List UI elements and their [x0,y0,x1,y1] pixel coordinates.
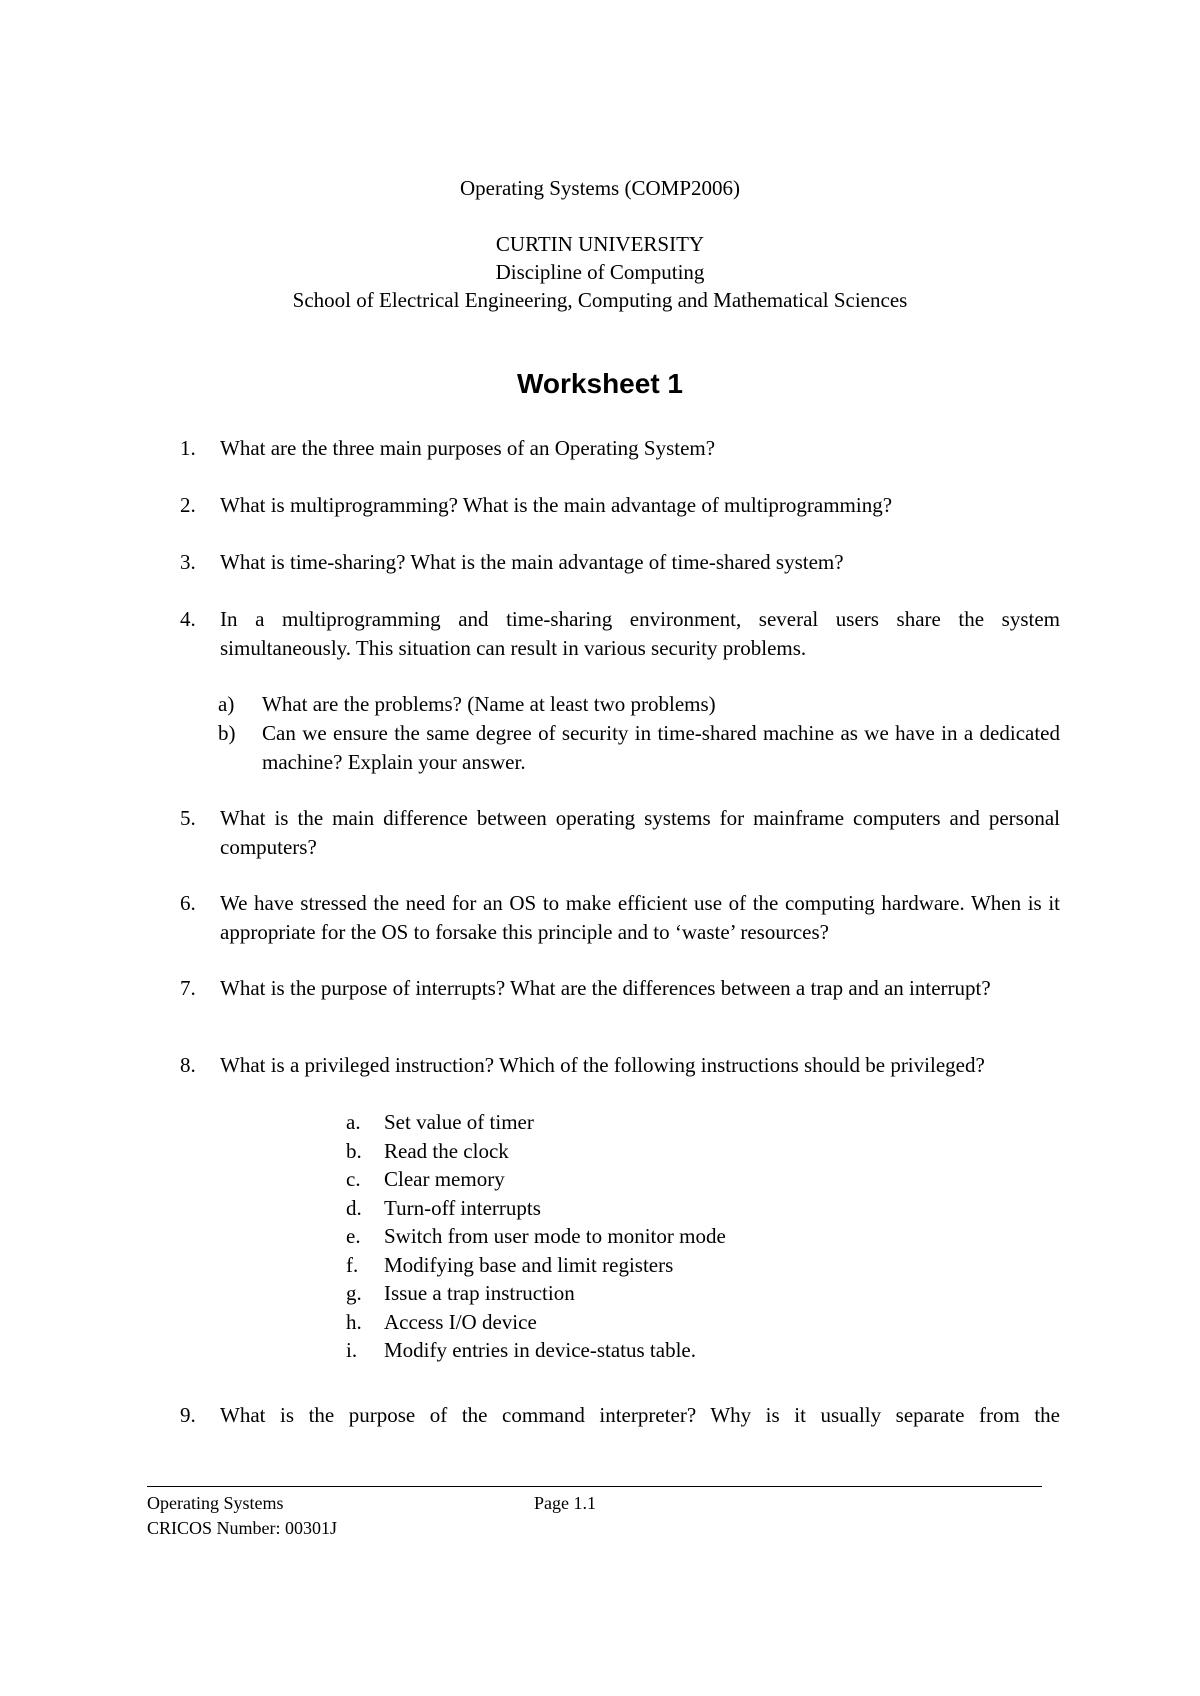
question-number: 5. [180,806,196,830]
question-number: 4. [180,607,196,631]
option-text: Read the clock [384,1138,509,1163]
option-item [346,1222,1046,1251]
option-text: Modify entries in device-status table. [384,1338,696,1362]
option-text: Modifying base and limit registers [384,1252,674,1277]
question-4-subitem-b [218,719,1060,776]
question-number: 8. [180,1053,196,1077]
question-text: What is a privileged instruction? Which of the following instructions should be privileged? [220,1053,985,1077]
footer-course: Operating Systems [147,1493,284,1513]
question-1 [180,434,1060,463]
question-3 [180,548,1060,577]
subitem-label: a) [218,692,235,716]
question-2 [180,491,1060,520]
option-label: c. [346,1167,361,1191]
option-label: a. [346,1110,361,1134]
option-item [346,1251,1046,1280]
option-label: i. [346,1338,358,1362]
subitem-text: What are the problems? (Name at least two problems) [262,692,716,716]
option-item [346,1308,1046,1337]
question-text: What are the three main purposes of an Operating System? [220,436,716,460]
option-text: Issue a trap instruction [384,1281,575,1305]
footer-cricos: CRICOS Number: 00301J [147,1518,338,1538]
question-8 [180,1051,1060,1080]
question-text: In a multiprogramming and time-sharing environment, several users share the system simultaneously. This situation can result in various security problems. [220,607,1060,660]
course-title: Operating Systems (COMP2006) [460,176,740,200]
question-number: 6. [180,891,196,915]
worksheet-title: Worksheet 1 [517,368,683,399]
footer-divider [147,1486,1042,1487]
option-item [346,1137,1046,1166]
school-name: School of Electrical Engineering, Computing and Mathematical Sciences [292,288,908,312]
option-text: Switch from user mode to monitor mode [384,1224,726,1248]
question-4-subitem-a [218,690,1060,719]
option-text: Turn-off interrupts [384,1195,541,1220]
question-7 [180,974,1060,1003]
option-text: Access I/O device [384,1309,537,1334]
question-number: 3. [180,550,196,574]
question-text: What is the main difference between operating systems for mainframe computers and personal computers? [220,806,1060,859]
question-number: 7. [180,976,196,1000]
option-label: h. [346,1309,362,1334]
option-item [346,1279,1046,1308]
option-text: Set value of timer [384,1110,534,1134]
question-number: 9. [180,1403,196,1427]
option-label: b. [346,1138,362,1163]
question-9 [180,1401,1060,1430]
option-item [346,1108,1046,1137]
subitem-text: Can we ensure the same degree of security in time-shared machine as we have in a dedicated machine? Explain your answer. [262,721,1060,774]
option-text: Clear memory [384,1167,505,1191]
option-item [346,1165,1046,1194]
question-number: 2. [180,493,196,517]
question-number: 1. [180,436,196,460]
option-label: f. [346,1252,359,1277]
option-label: g. [346,1281,362,1305]
question-text: What is the purpose of interrupts? What are the differences between a trap and an interrupt? [220,976,991,1000]
question-text: What is time-sharing? What is the main advantage of time-shared system? [220,550,844,574]
university-name: CURTIN UNIVERSITY [495,232,705,256]
question-text: What is the purpose of the command interpreter? Why is it usually separate from the [220,1403,1060,1427]
question-text: We have stressed the need for an OS to make efficient use of the computing hardware. When is it appropriate for the OS to forsake this principle and to ‘waste’ resources? [220,891,1060,944]
option-label: d. [346,1195,362,1220]
option-label: e. [346,1224,361,1248]
discipline-name: Discipline of Computing [495,260,705,284]
question-5 [180,804,1060,861]
question-6 [180,889,1060,946]
option-item [346,1336,1046,1365]
subitem-label: b) [218,721,236,745]
option-item [346,1194,1046,1223]
question-4 [180,605,1060,662]
question-8-options [346,1108,1046,1365]
question-text: What is multiprogramming? What is the main advantage of multiprogramming? [220,493,893,517]
footer-page-number: Page 1.1 [534,1493,596,1513]
